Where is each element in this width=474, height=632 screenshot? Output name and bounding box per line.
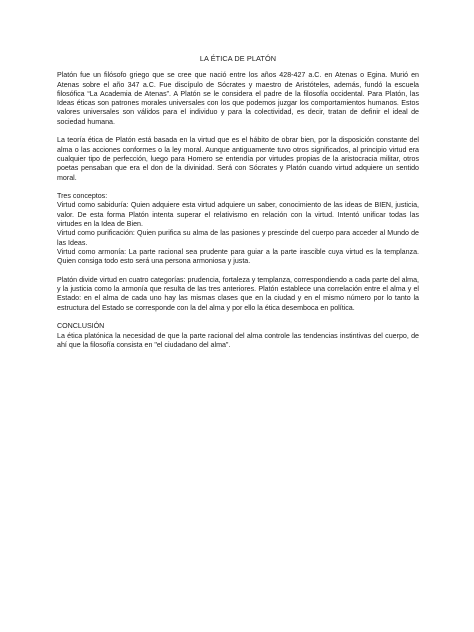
concept-harmony: Virtud como armonía: La parte racional sea prudente para guiar a la parte irascible cuya virtud es la templanza. Quien consiga todo esto será una persona armoniosa y justa.	[57, 247, 419, 266]
concept-wisdom: Virtud como sabiduría: Quien adquiere esta virtud adquiere un saber, conocimiento de las ideas de BIEN, justicia, valor. De esta forma Platón intenta superar el relativismo en relación con la virtud. Intentó unificar todas las virtudes en la Idea de Bien.	[57, 201, 419, 229]
concept-purification: Virtud como purificación: Quien purifica su alma de las pasiones y prescinde del cuerpo para acceder al Mundo de las Ideas.	[57, 229, 419, 247]
conclusion-section	[57, 322, 419, 350]
virtue-theory-paragraph: La teoría ética de Platón está basada en la virtud que es el hábito de obrar bien, por la disposición constante del alma o las acciones conformes o la ley moral. Aunque antiguamente tuvo otros significados, al principio virtud era cualquier tipo de perfección, luego para Homero se entendía por virtudes propias de la aristocracia militar, otros poetas pensaban que era el don de la divinidad. Será con Sócrates y Platón cuando virtud adquiere un sentido moral.	[57, 136, 419, 182]
conclusion-text: La ética platónica la necesidad de que la parte racional del alma controle las tendencias instintivas del cuerpo, de ahí que la filosofía consista en "el ciudadano del alma".	[57, 331, 419, 349]
document-title: LA ÉTICA DE PLATÓN	[199, 54, 277, 63]
concepts-heading: Tres conceptos:	[57, 192, 108, 201]
intro-paragraph: Platón fue un filósofo griego que se cree que nació entre los años 428-427 a.C. en Atenas o Egina. Murió en Atenas sobre el año 347 a.C. Fue discípulo de Sócrates y maestro de Aristóteles, además, fundó la escuela filosófica “La Academia de Atenas”. A Platón se le considera el padre de la filosofía occidental. Para Platón, las Ideas éticas son patrones morales universales con los que podemos juzgar los comportamientos humanos. Estos valores universales son válidos para el individuo y para la colectividad, es decir, tratan de definir el ideal de sociedad humana.	[57, 71, 419, 126]
document-body	[57, 54, 419, 360]
conclusion-heading: CONCLUSIÓN	[57, 322, 105, 331]
concepts-section	[57, 192, 419, 266]
virtue-categories-paragraph: Platón divide virtud en cuatro categorías: prudencia, fortaleza y templanza, correspondiendo a cada parte del alma, y la justicia como la armonía que resulta de las tres anteriores. Platón establece una correlación entre el alma y el Estado: en el alma de cada uno hay las mismas clases que en la ciudad y en el mismo número por lo tanto la estructura del Estado se corresponde con la del alma y por ello la ética desemboca en política.	[57, 275, 419, 312]
